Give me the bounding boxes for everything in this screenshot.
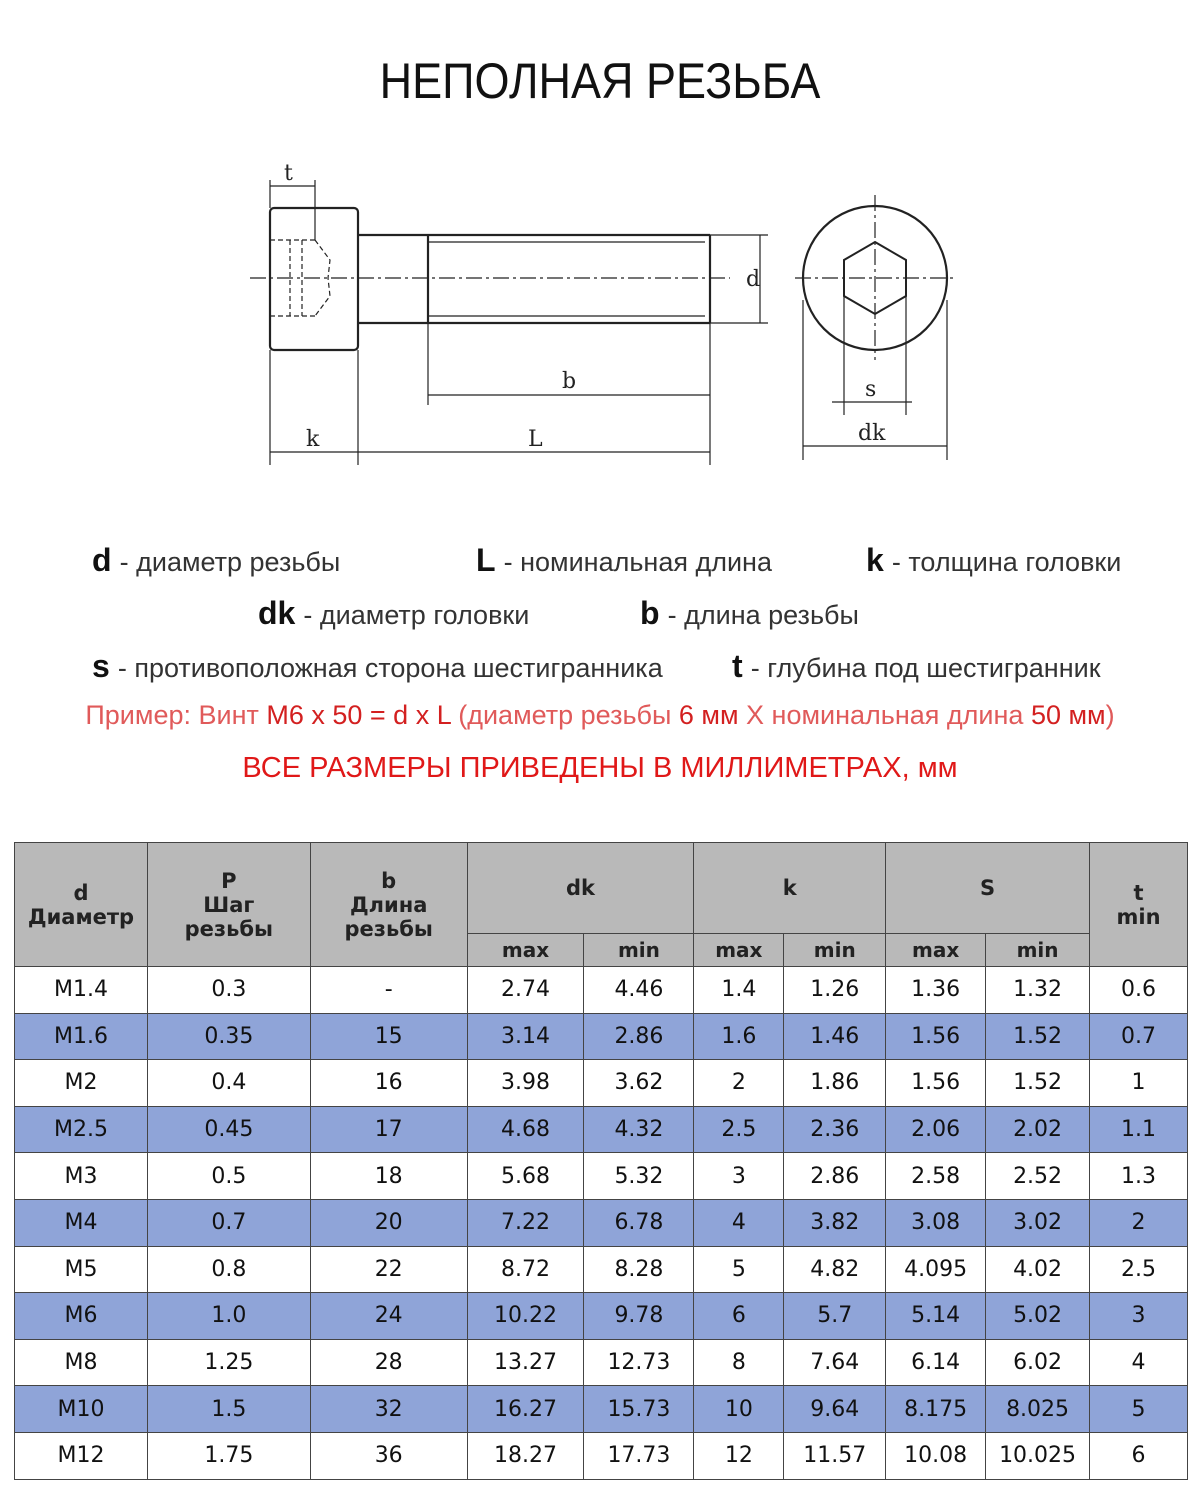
- table-cell: 10.22: [467, 1293, 584, 1340]
- table-cell: 12.73: [584, 1339, 694, 1386]
- table-cell: 2: [1090, 1199, 1188, 1246]
- header-d: d Диаметр: [15, 843, 148, 967]
- table-cell: 36: [310, 1432, 467, 1479]
- table-cell: 3.02: [986, 1199, 1090, 1246]
- spec-table: [14, 842, 1188, 1480]
- legend-k: k - толщина головки: [866, 542, 1122, 578]
- table-cell: 6.78: [584, 1199, 694, 1246]
- table-cell: 1.52: [986, 1013, 1090, 1060]
- table-cell: 3.82: [784, 1199, 886, 1246]
- page-title: НЕПОЛНАЯ РЕЗЬБА: [379, 53, 821, 109]
- table-cell: 3: [694, 1153, 784, 1200]
- table-cell: 18: [310, 1153, 467, 1200]
- table-cell: 13.27: [467, 1339, 584, 1386]
- header-dk: dk: [467, 843, 694, 934]
- table-cell: 1.6: [694, 1013, 784, 1060]
- label-dk: dk: [858, 421, 886, 446]
- table-cell: 1.26: [784, 967, 886, 1014]
- table-cell: 4: [694, 1199, 784, 1246]
- header-k: k: [694, 843, 886, 934]
- table-cell: 5: [694, 1246, 784, 1293]
- table-cell: 1.4: [694, 967, 784, 1014]
- table-cell: M10: [15, 1386, 148, 1433]
- table-cell: 2.02: [986, 1106, 1090, 1153]
- table-cell: 5.02: [986, 1293, 1090, 1340]
- table-cell: 2.58: [886, 1153, 986, 1200]
- table-cell: 10.025: [986, 1432, 1090, 1479]
- legend-b: b - длина резьбы: [640, 595, 859, 631]
- table-cell: 1.25: [147, 1339, 310, 1386]
- table-cell: 7.22: [467, 1199, 584, 1246]
- table-cell: 20: [310, 1199, 467, 1246]
- table-cell: 12: [694, 1432, 784, 1479]
- table-cell: M8: [15, 1339, 148, 1386]
- table-row: [15, 1106, 1188, 1153]
- table-cell: 9.78: [584, 1293, 694, 1340]
- table-row: [15, 1246, 1188, 1293]
- table-cell: 6: [1090, 1432, 1188, 1479]
- table-cell: 1.75: [147, 1432, 310, 1479]
- table-cell: 0.4: [147, 1060, 310, 1107]
- table-cell: 5.68: [467, 1153, 584, 1200]
- table-cell: M2: [15, 1060, 148, 1107]
- table-cell: 4.46: [584, 967, 694, 1014]
- table-cell: M5: [15, 1246, 148, 1293]
- label-L: L: [528, 427, 543, 452]
- table-cell: 15: [310, 1013, 467, 1060]
- table-cell: 0.7: [1090, 1013, 1188, 1060]
- table-cell: 3.14: [467, 1013, 584, 1060]
- table-cell: 4: [1090, 1339, 1188, 1386]
- table-cell: 2.06: [886, 1106, 986, 1153]
- table-cell: -: [310, 967, 467, 1014]
- table-cell: 0.6: [1090, 967, 1188, 1014]
- table-cell: M6: [15, 1293, 148, 1340]
- legend-d: d - диаметр резьбы: [92, 542, 341, 578]
- table-cell: 0.8: [147, 1246, 310, 1293]
- table-cell: 4.095: [886, 1246, 986, 1293]
- table-cell: M12: [15, 1432, 148, 1479]
- table-cell: M2.5: [15, 1106, 148, 1153]
- table-row: [15, 1432, 1188, 1479]
- table-cell: 8: [694, 1339, 784, 1386]
- table-cell: M1.6: [15, 1013, 148, 1060]
- legend-s: s - противоположная сторона шестигранника: [92, 648, 663, 684]
- table-cell: 4.68: [467, 1106, 584, 1153]
- table-cell: 11.57: [784, 1432, 886, 1479]
- table-cell: 1.1: [1090, 1106, 1188, 1153]
- table-cell: 2.86: [584, 1013, 694, 1060]
- table-cell: 0.35: [147, 1013, 310, 1060]
- table-cell: 18.27: [467, 1432, 584, 1479]
- header-s-min: min: [986, 934, 1090, 967]
- table-cell: 28: [310, 1339, 467, 1386]
- table-cell: 9.64: [784, 1386, 886, 1433]
- table-cell: 1.52: [986, 1060, 1090, 1107]
- table-cell: 5: [1090, 1386, 1188, 1433]
- label-d: d: [746, 267, 761, 292]
- table-cell: 2: [694, 1060, 784, 1107]
- table-cell: 1.36: [886, 967, 986, 1014]
- table-cell: 1.32: [986, 967, 1090, 1014]
- bolt-drawing: [240, 150, 960, 480]
- table-cell: 22: [310, 1246, 467, 1293]
- table-cell: 2.86: [784, 1153, 886, 1200]
- table-cell: 16.27: [467, 1386, 584, 1433]
- table-cell: 24: [310, 1293, 467, 1340]
- table-cell: 8.28: [584, 1246, 694, 1293]
- table-cell: 0.3: [147, 967, 310, 1014]
- table-cell: 5.14: [886, 1293, 986, 1340]
- table-row: [15, 1293, 1188, 1340]
- table-cell: 10: [694, 1386, 784, 1433]
- table-cell: 2.5: [694, 1106, 784, 1153]
- table-cell: M3: [15, 1153, 148, 1200]
- table-cell: 4.82: [784, 1246, 886, 1293]
- table-cell: 5.32: [584, 1153, 694, 1200]
- legend-L: L - номинальная длина: [476, 542, 772, 578]
- table-cell: 4.02: [986, 1246, 1090, 1293]
- table-cell: 5.7: [784, 1293, 886, 1340]
- label-t: t: [284, 161, 293, 186]
- table-cell: 1.46: [784, 1013, 886, 1060]
- table-cell: 0.5: [147, 1153, 310, 1200]
- header-dk-min: min: [584, 934, 694, 967]
- header-k-max: max: [694, 934, 784, 967]
- label-b: b: [562, 369, 577, 394]
- table-cell: 8.175: [886, 1386, 986, 1433]
- header-dk-max: max: [467, 934, 584, 967]
- table-cell: 1.5: [147, 1386, 310, 1433]
- table-cell: 0.7: [147, 1199, 310, 1246]
- table-cell: 32: [310, 1386, 467, 1433]
- header-t: t min: [1090, 843, 1188, 967]
- table-cell: 17.73: [584, 1432, 694, 1479]
- table-cell: 3: [1090, 1293, 1188, 1340]
- table-row: [15, 1060, 1188, 1107]
- header-s: S: [886, 843, 1090, 934]
- table-cell: 2.74: [467, 967, 584, 1014]
- table-row: [15, 967, 1188, 1014]
- table-cell: 16: [310, 1060, 467, 1107]
- table-cell: 1.0: [147, 1293, 310, 1340]
- all-sizes-note: ВСЕ РАЗМЕРЫ ПРИВЕДЕНЫ В МИЛЛИМЕТРАХ, мм: [242, 752, 958, 784]
- label-k: k: [306, 427, 320, 452]
- table-cell: 7.64: [784, 1339, 886, 1386]
- table-cell: 1.56: [886, 1060, 986, 1107]
- table-cell: 8.025: [986, 1386, 1090, 1433]
- legend-dk: dk - диаметр головки: [258, 595, 530, 631]
- table-cell: 4.32: [584, 1106, 694, 1153]
- header-p: P Шаг резьбы: [147, 843, 310, 967]
- table-cell: 3.98: [467, 1060, 584, 1107]
- table-row: [15, 1199, 1188, 1246]
- table-row: [15, 1386, 1188, 1433]
- header-s-max: max: [886, 934, 986, 967]
- label-s: s: [865, 377, 877, 402]
- table-cell: 17: [310, 1106, 467, 1153]
- table-cell: 0.45: [147, 1106, 310, 1153]
- table-cell: M4: [15, 1199, 148, 1246]
- table-row: [15, 1013, 1188, 1060]
- table-cell: M1.4: [15, 967, 148, 1014]
- header-b: b Длина резьбы: [310, 843, 467, 967]
- table-cell: 6.14: [886, 1339, 986, 1386]
- table-cell: 3.08: [886, 1199, 986, 1246]
- legend-t: t - глубина под шестигранник: [732, 648, 1101, 684]
- table-cell: 1.56: [886, 1013, 986, 1060]
- table-cell: 2.36: [784, 1106, 886, 1153]
- table-cell: 8.72: [467, 1246, 584, 1293]
- table-cell: 6: [694, 1293, 784, 1340]
- example-line: Пример: Винт M6 x 50 = d x L (диаметр резьбы 6 мм X номинальная длина 50 мм): [85, 700, 1115, 730]
- table-cell: 15.73: [584, 1386, 694, 1433]
- table-cell: 1: [1090, 1060, 1188, 1107]
- table-cell: 3.62: [584, 1060, 694, 1107]
- table-row: [15, 1153, 1188, 1200]
- table-cell: 2.52: [986, 1153, 1090, 1200]
- table-row: [15, 1339, 1188, 1386]
- table-cell: 6.02: [986, 1339, 1090, 1386]
- table-cell: 1.3: [1090, 1153, 1188, 1200]
- table-cell: 1.86: [784, 1060, 886, 1107]
- header-k-min: min: [784, 934, 886, 967]
- table-cell: 2.5: [1090, 1246, 1188, 1293]
- table-cell: 10.08: [886, 1432, 986, 1479]
